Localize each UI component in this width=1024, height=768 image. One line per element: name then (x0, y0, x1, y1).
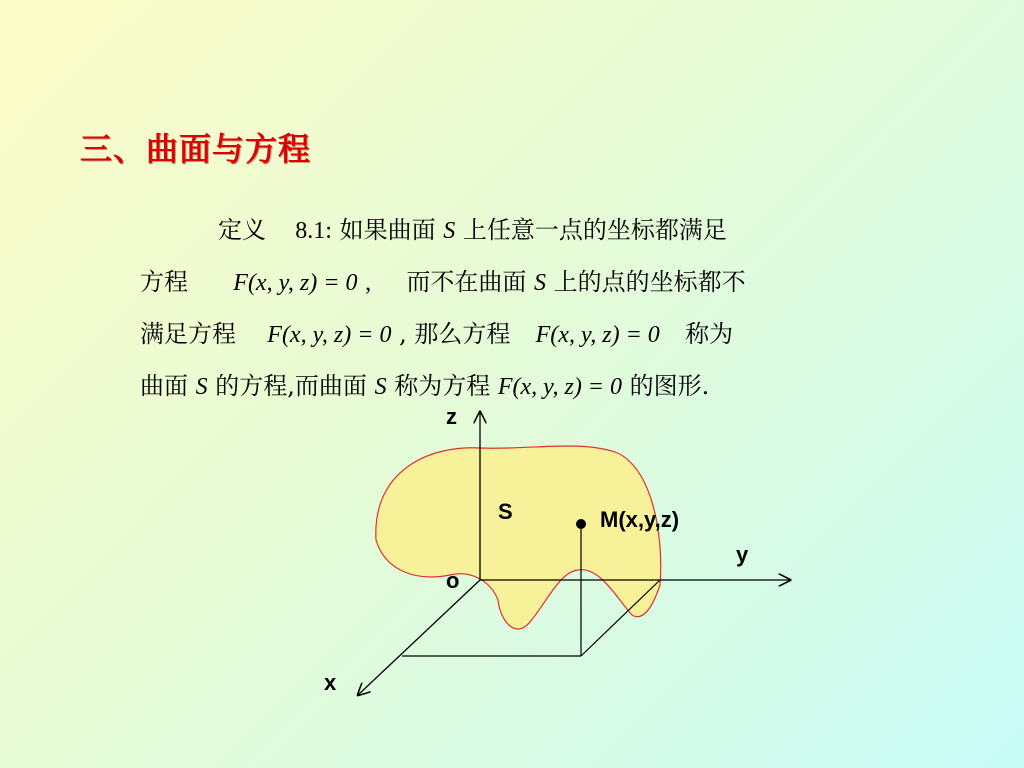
surface-label: S (498, 499, 513, 524)
text-fragment: 称为方程 (394, 372, 491, 400)
text-fragment: , (365, 270, 372, 296)
definition-number: 8.1: (295, 218, 332, 244)
axis-label-y: y (736, 542, 749, 567)
equation: F(x, y, z) = 0 (233, 270, 358, 296)
equation: F(x, y, z) = 0 (267, 322, 392, 348)
surface-symbol: S (195, 374, 208, 400)
definition-label: 定义 (218, 216, 266, 244)
text-fragment: 方程 (140, 268, 188, 296)
section-heading: 三、曲面与方程 (80, 130, 312, 168)
x-axis (358, 580, 480, 695)
equation: F(x, y, z) = 0 (497, 374, 623, 400)
surface-symbol: S (374, 374, 387, 400)
text-fragment: 曲面 (140, 372, 188, 400)
axis-label-z: z (446, 404, 457, 429)
equation: F(x, y, z) = 0 (535, 322, 660, 348)
text-fragment: 满足方程 (140, 320, 236, 348)
axis-label-x: x (324, 670, 337, 695)
surface-shape (376, 446, 661, 629)
text-fragment: 而不在曲面 (406, 268, 527, 296)
text-fragment: , 那么方程 (399, 320, 511, 348)
surface-symbol: S (443, 218, 456, 244)
text-fragment: 如果曲面 (339, 216, 436, 244)
point-m (576, 519, 586, 529)
text-fragment: 上的点的坐标都不 (553, 268, 746, 296)
surface-symbol: S (534, 270, 547, 296)
text-fragment: 称为 (685, 320, 734, 348)
text-fragment: 上任意一点的坐标都满足 (462, 216, 727, 244)
point-label: M(x,y,z) (600, 507, 680, 532)
text-fragment: 的图形. (629, 372, 710, 400)
origin-label: o (446, 568, 460, 593)
text-fragment: 的方程,而曲面 (215, 372, 367, 400)
